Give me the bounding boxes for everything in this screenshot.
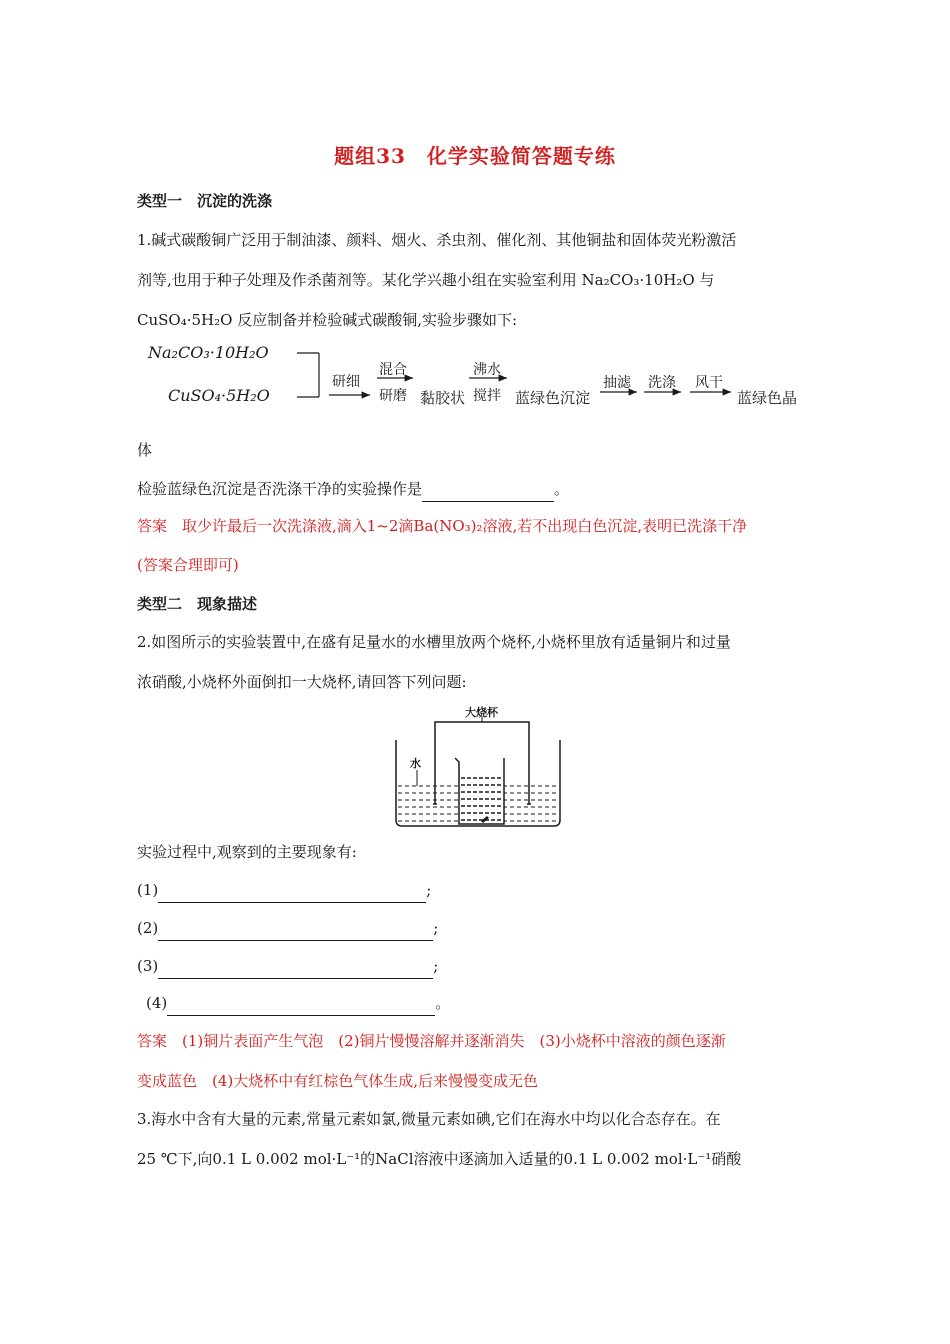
state-gel: 黏胶状 [420, 389, 466, 407]
item-end: ; [433, 919, 439, 937]
item-number: (3) [137, 957, 159, 975]
section-heading-2: 类型二 现象描述 [137, 595, 258, 613]
item-end: ; [433, 957, 439, 975]
q1-question [137, 479, 569, 502]
q1-question-end: 。 [554, 480, 570, 498]
step-boil-label-bottom: 搅拌 [473, 388, 501, 404]
step-wash-label: 洗涤 [648, 375, 676, 391]
process-flow-diagram [137, 340, 837, 410]
q3-line-2: 25 ℃下,向0.1 L 0.002 mol·L⁻¹的NaCl溶液中逐滴加入适量的0.1 L 0.002 mol·L⁻¹硝酸 [137, 1150, 742, 1168]
q2-item-3 [137, 956, 438, 979]
q3-line-1: 3.海水中含有大量的元素,常量元素如氯,微量元素如碘,它们在海水中均以化合态存在。在 [137, 1110, 721, 1128]
answer-blank[interactable] [158, 882, 426, 903]
answer-blank[interactable] [422, 481, 554, 502]
q1-line-3: CuSO₄·5H₂O 反应制备并检验碱式碳酸铜,实验步骤如下: [137, 311, 518, 329]
q1-line-4: 体 [137, 441, 153, 459]
q1-answer-line-2: (答案合理即可) [137, 556, 239, 574]
state-precipitate: 蓝绿色沉淀 [515, 389, 591, 407]
reagent-copper-sulfate: CuSO₄·5H₂O [168, 386, 270, 405]
q1-line-1: 1.碱式碳酸铜广泛用于制油漆、颜料、烟火、杀虫剂、催化剂、其他铜盐和固体荧光粉激活 [137, 231, 737, 249]
step-boil-label-top: 沸水 [473, 362, 501, 378]
answer-blank[interactable] [158, 958, 433, 979]
answer-blank[interactable] [158, 920, 433, 941]
step-filter-label: 抽滤 [603, 375, 631, 391]
step-mix-label-bottom: 研磨 [379, 388, 407, 404]
step-mix-label-top: 混合 [379, 362, 407, 378]
q2-line-2: 浓硝酸,小烧杯外面倒扣一大烧杯,请回答下列问题: [137, 673, 467, 691]
q2-item-1 [137, 880, 431, 903]
big-beaker-label: 大烧杯 [465, 706, 498, 719]
item-end: ; [426, 881, 432, 899]
item-number: (4) [146, 994, 168, 1012]
section-heading-1: 类型一 沉淀的洗涤 [137, 192, 273, 210]
q1-question-text: 检验蓝绿色沉淀是否洗涤干净的实验操作是 [137, 480, 423, 498]
item-number: (1) [137, 881, 159, 899]
answer-blank[interactable] [167, 995, 435, 1016]
reagent-sodium-carbonate: Na₂CO₃·10H₂O [148, 343, 269, 362]
q2-answer-line-1: 答案 (1)铜片表面产生气泡 (2)铜片慢慢溶解并逐渐消失 (3)小烧杯中溶液的颜色逐渐 [137, 1032, 726, 1050]
q2-line-1: 2.如图所示的实验装置中,在盛有足量水的水槽里放两个烧杯,小烧杯里放有适量铜片和过量 [137, 633, 731, 651]
step-dry-label: 风干 [695, 375, 723, 391]
page-title: 题组33 化学实验简答题专练 [334, 144, 616, 168]
q2-item-4 [146, 993, 450, 1016]
item-end: 。 [435, 994, 451, 1012]
water-label: 水 [410, 757, 421, 770]
step-grind-label: 研细 [332, 374, 360, 390]
item-number: (2) [137, 919, 159, 937]
q2-prompt: 实验过程中,观察到的主要现象有: [137, 843, 357, 861]
q1-line-2: 剂等,也用于种子处理及作杀菌剂等。某化学兴趣小组在实验室利用 Na₂CO₃·10H₂O 与 [137, 271, 715, 289]
q2-item-2 [137, 918, 438, 941]
q1-answer-line-1: 答案 取少许最后一次洗涤液,滴入1~2滴Ba(NO₃)₂溶液,若不出现白色沉淀,表明已洗涤干净 [137, 517, 748, 535]
apparatus-figure [393, 700, 563, 830]
product-crystal: 蓝绿色晶 [737, 389, 798, 407]
q2-answer-line-2: 变成蓝色 (4)大烧杯中有红棕色气体生成,后来慢慢变成无色 [137, 1072, 539, 1090]
